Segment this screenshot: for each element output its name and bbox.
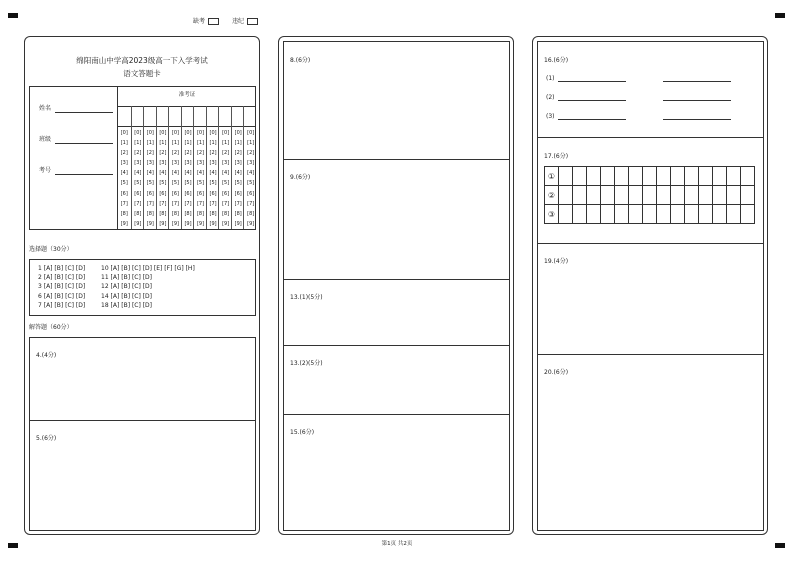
id-digit-option[interactable]: [9] bbox=[159, 220, 167, 227]
id-digit-option[interactable]: [0] bbox=[209, 130, 217, 136]
q16-line[interactable] bbox=[663, 81, 731, 82]
divider bbox=[284, 414, 509, 415]
id-grid-title: 准考证 bbox=[178, 92, 196, 98]
id-column[interactable] bbox=[168, 106, 181, 229]
choice-options-left[interactable]: 1 [A] [B] [C] [D] bbox=[38, 265, 86, 272]
q17-write-cell[interactable] bbox=[726, 185, 741, 205]
choice-options-right[interactable]: 10 [A] [B] [C] [D] [E] [F] [G] [H] bbox=[101, 265, 195, 272]
id-digit-option[interactable]: [4] bbox=[196, 170, 205, 177]
id-digit-option[interactable]: [2] bbox=[134, 150, 142, 157]
divider bbox=[284, 159, 509, 160]
id-digit-option[interactable]: [0] bbox=[234, 130, 242, 136]
id-digit-option[interactable]: [4] bbox=[159, 170, 167, 177]
id-digit-options bbox=[244, 128, 257, 229]
id-digit-option[interactable]: [1] bbox=[134, 140, 142, 147]
registration-mark bbox=[8, 13, 18, 18]
id-digit-option[interactable]: [7] bbox=[234, 200, 242, 207]
id-digit-option[interactable]: [6] bbox=[120, 190, 128, 197]
id-column[interactable] bbox=[231, 106, 244, 229]
id-digit-option[interactable]: [4] bbox=[222, 170, 230, 177]
q17-write-cell[interactable] bbox=[740, 185, 755, 205]
q17-write-cell[interactable] bbox=[656, 204, 671, 224]
id-digit-option[interactable]: [2] bbox=[196, 150, 205, 157]
id-digit-option[interactable]: [5] bbox=[159, 180, 167, 187]
id-grid bbox=[117, 87, 256, 229]
id-digit-option[interactable]: [9] bbox=[184, 220, 192, 227]
q17-write-cell[interactable] bbox=[600, 204, 615, 224]
id-digit-option[interactable]: [0] bbox=[134, 130, 142, 136]
id-digit-option[interactable]: [3] bbox=[196, 160, 205, 167]
id-digit-option[interactable]: [0] bbox=[247, 130, 255, 136]
id-column[interactable] bbox=[181, 106, 194, 229]
id-digit-option[interactable]: [8] bbox=[234, 210, 242, 217]
answer-box-4-5[interactable] bbox=[29, 337, 256, 531]
id-columns bbox=[118, 106, 256, 229]
id-digit-option[interactable]: [7] bbox=[146, 200, 154, 207]
q17-write-cell[interactable] bbox=[586, 185, 601, 205]
card-subtitle: 语文答题卡 bbox=[123, 69, 161, 78]
right-panel bbox=[532, 36, 768, 535]
id-digit-option[interactable]: [3] bbox=[159, 160, 167, 167]
id-digit-option[interactable]: [9] bbox=[222, 220, 230, 227]
q17-write-cell[interactable] bbox=[586, 166, 601, 186]
id-digit-option[interactable]: [3] bbox=[209, 160, 217, 167]
question-15-label: 15.(6分) bbox=[290, 429, 315, 436]
choice-options-left[interactable]: 7 [A] [B] [C] [D] bbox=[38, 301, 86, 309]
id-digit-option[interactable]: [2] bbox=[120, 150, 128, 157]
id-digit-option[interactable]: [7] bbox=[222, 200, 230, 207]
id-digit-option[interactable]: [4] bbox=[171, 170, 179, 177]
q17-write-cell[interactable] bbox=[642, 166, 657, 186]
q16-item-1: (1) bbox=[546, 75, 555, 82]
absent-label: 缺考 bbox=[193, 18, 206, 25]
q17-write-cell[interactable] bbox=[628, 166, 643, 186]
q17-write-cell[interactable] bbox=[572, 204, 587, 224]
middle-panel bbox=[278, 36, 514, 535]
id-digit-option[interactable]: [2] bbox=[209, 150, 217, 157]
id-digit-option[interactable]: [1] bbox=[234, 140, 242, 147]
divider bbox=[284, 279, 509, 280]
choice-options-right[interactable]: 14 [A] [B] [C] [D] bbox=[101, 292, 153, 300]
id-digit-option[interactable]: [5] bbox=[209, 180, 217, 187]
choice-options-left[interactable]: 3 [A] [B] [C] [D] bbox=[38, 283, 86, 291]
id-digit-option[interactable]: [8] bbox=[196, 210, 205, 217]
question-20-label: 20.(6分) bbox=[544, 369, 569, 376]
q17-write-cell[interactable] bbox=[670, 185, 685, 205]
q16-line[interactable] bbox=[663, 100, 731, 101]
id-digit-option[interactable]: [7] bbox=[196, 200, 205, 207]
id-digit-option[interactable]: [2] bbox=[146, 150, 154, 157]
q17-write-cell[interactable] bbox=[656, 185, 671, 205]
divider bbox=[538, 354, 763, 355]
answer-section-title: 解答题（60分） bbox=[29, 324, 73, 331]
absent-checkbox[interactable] bbox=[208, 18, 219, 25]
id-digit-option[interactable]: [6] bbox=[146, 190, 154, 197]
id-digit-option[interactable]: [9] bbox=[171, 220, 179, 227]
id-digit-option[interactable]: [3] bbox=[222, 160, 230, 167]
id-digit-option[interactable]: [6] bbox=[171, 190, 179, 197]
question-13-2-label: 13.(2)(5分) bbox=[290, 360, 323, 367]
id-digit-option[interactable]: [7] bbox=[159, 200, 167, 207]
q17-write-cell[interactable] bbox=[712, 204, 727, 224]
registration-mark bbox=[775, 13, 785, 18]
q17-write-cell[interactable] bbox=[698, 166, 713, 186]
choice-options-right[interactable]: 12 [A] [B] [C] [D] bbox=[101, 283, 153, 291]
question-8-label: 8.(6分) bbox=[290, 57, 311, 64]
id-digit-option[interactable]: [6] bbox=[159, 190, 167, 197]
id-digit-option[interactable]: [1] bbox=[120, 140, 128, 147]
choice-box bbox=[29, 259, 256, 316]
choice-options-left[interactable]: 2 [A] [B] [C] [D] bbox=[38, 274, 86, 282]
id-digit-option[interactable]: [4] bbox=[146, 170, 154, 177]
choice-options-right[interactable]: 18 [A] [B] [C] [D] bbox=[101, 301, 153, 309]
id-digit-option[interactable]: [0] bbox=[159, 130, 167, 136]
id-digit-option[interactable]: [1] bbox=[184, 140, 192, 147]
id-digit-option[interactable]: [0] bbox=[184, 130, 192, 136]
id-digit-option[interactable]: [7] bbox=[184, 200, 192, 207]
id-column[interactable] bbox=[156, 106, 169, 229]
id-column[interactable] bbox=[193, 106, 206, 229]
id-digit-option[interactable]: [8] bbox=[120, 210, 128, 217]
id-digit-option[interactable]: [8] bbox=[247, 210, 255, 217]
id-digit-option[interactable]: [3] bbox=[134, 160, 142, 167]
choice-options-right[interactable]: 11 [A] [B] [C] [D] bbox=[101, 274, 153, 282]
divider bbox=[30, 420, 255, 421]
q17-write-cell[interactable] bbox=[684, 185, 699, 205]
id-digit-option[interactable]: [6] bbox=[196, 190, 205, 197]
id-digit-option[interactable]: [1] bbox=[171, 140, 179, 147]
q17-write-cell[interactable] bbox=[628, 185, 643, 205]
class-label: 班级 bbox=[39, 136, 52, 143]
violation-label: 违纪 bbox=[232, 18, 245, 25]
id-digit-option[interactable]: [6] bbox=[134, 190, 142, 197]
question-5-label: 5.(6分) bbox=[36, 435, 57, 442]
id-digit-option[interactable]: [9] bbox=[146, 220, 154, 227]
id-digit-option[interactable]: [2] bbox=[222, 150, 230, 157]
id-digit-option[interactable]: [2] bbox=[159, 150, 167, 157]
id-digit-option[interactable]: [5] bbox=[222, 180, 230, 187]
class-input-line[interactable] bbox=[55, 143, 113, 144]
id-digit-option[interactable]: [4] bbox=[134, 170, 142, 177]
id-digit-option[interactable]: [6] bbox=[184, 190, 192, 197]
id-digit-option[interactable]: [3] bbox=[171, 160, 179, 167]
q17-write-cell[interactable] bbox=[670, 204, 685, 224]
id-digit-option[interactable]: [1] bbox=[146, 140, 154, 147]
id-digit-option[interactable]: [9] bbox=[196, 220, 205, 227]
exam-no-input-line[interactable] bbox=[55, 174, 113, 175]
divider bbox=[284, 345, 509, 346]
name-label: 姓名 bbox=[39, 105, 52, 112]
id-column[interactable] bbox=[243, 106, 256, 229]
id-digit-option[interactable]: [0] bbox=[120, 130, 128, 136]
id-digit-option[interactable]: [5] bbox=[146, 180, 154, 187]
id-digit-option[interactable]: [1] bbox=[196, 140, 205, 147]
q17-write-cell[interactable] bbox=[670, 166, 685, 186]
id-digit-option[interactable]: [4] bbox=[209, 170, 217, 177]
q16-line[interactable] bbox=[558, 100, 626, 101]
id-digit-option[interactable]: [9] bbox=[209, 220, 217, 227]
id-digit-option[interactable]: [8] bbox=[209, 210, 217, 217]
id-digit-option[interactable]: [2] bbox=[184, 150, 192, 157]
id-digit-option[interactable]: [8] bbox=[184, 210, 192, 217]
id-digit-option[interactable]: [0] bbox=[171, 130, 179, 136]
q17-write-cell[interactable] bbox=[684, 166, 699, 186]
id-digit-option[interactable]: [1] bbox=[222, 140, 230, 147]
id-digit-option[interactable]: [6] bbox=[222, 190, 230, 197]
q17-write-cell[interactable] bbox=[712, 166, 727, 186]
exam-no-label: 考号 bbox=[39, 167, 52, 174]
id-digit-option[interactable]: [0] bbox=[196, 130, 205, 136]
id-digit-options bbox=[118, 128, 131, 229]
id-digit-option[interactable]: [0] bbox=[146, 130, 154, 136]
id-digit-option[interactable]: [9] bbox=[120, 220, 128, 227]
q17-write-cell[interactable] bbox=[600, 166, 615, 186]
q17-write-cell[interactable] bbox=[628, 204, 643, 224]
q17-write-cell[interactable] bbox=[642, 204, 657, 224]
id-column[interactable] bbox=[206, 106, 219, 229]
id-digit-option[interactable]: [8] bbox=[171, 210, 179, 217]
id-column[interactable] bbox=[218, 106, 231, 229]
q17-write-cell[interactable] bbox=[558, 204, 573, 224]
q17-write-cell[interactable] bbox=[726, 204, 741, 224]
id-digit-option[interactable]: [7] bbox=[134, 200, 142, 207]
id-digit-option[interactable]: [7] bbox=[247, 200, 255, 207]
id-digit-option[interactable]: [7] bbox=[209, 200, 217, 207]
id-digit-option[interactable]: [3] bbox=[184, 160, 192, 167]
q17-write-cell[interactable] bbox=[698, 204, 713, 224]
q17-write-cell[interactable] bbox=[614, 204, 629, 224]
id-column[interactable] bbox=[143, 106, 156, 229]
page-number: 第1页 共2页 bbox=[381, 541, 413, 547]
id-digit-option[interactable]: [3] bbox=[247, 160, 255, 167]
q17-write-cell[interactable] bbox=[600, 185, 615, 205]
q17-write-cell[interactable] bbox=[558, 166, 573, 186]
q17-write-cell[interactable] bbox=[614, 166, 629, 186]
q17-row-marker: ③ bbox=[544, 204, 559, 224]
q17-write-cell[interactable] bbox=[572, 166, 587, 186]
id-digit-option[interactable]: [5] bbox=[247, 180, 255, 187]
id-digit-option[interactable]: [0] bbox=[222, 130, 230, 136]
question-17-label: 17.(6分) bbox=[544, 153, 569, 160]
answer-box-middle[interactable] bbox=[283, 41, 510, 531]
answer-box-right[interactable] bbox=[537, 41, 764, 531]
q17-write-cell[interactable] bbox=[656, 166, 671, 186]
id-digit-option[interactable]: [5] bbox=[234, 180, 242, 187]
q16-line[interactable] bbox=[663, 119, 731, 120]
id-digit-option[interactable]: [5] bbox=[196, 180, 205, 187]
id-digit-option[interactable]: [8] bbox=[222, 210, 230, 217]
q16-line[interactable] bbox=[558, 81, 626, 82]
q17-write-cell[interactable] bbox=[684, 204, 699, 224]
id-digit-option[interactable]: [1] bbox=[247, 140, 255, 147]
q17-write-cell[interactable] bbox=[726, 166, 741, 186]
id-digit-option[interactable]: [8] bbox=[159, 210, 167, 217]
q17-write-cell[interactable] bbox=[740, 166, 755, 186]
id-digit-option[interactable]: [8] bbox=[134, 210, 142, 217]
q17-row-marker: ① bbox=[544, 166, 559, 186]
choice-section-title: 选择题（30分） bbox=[29, 246, 73, 253]
q17-write-cell[interactable] bbox=[642, 185, 657, 205]
q17-write-cell[interactable] bbox=[572, 185, 587, 205]
id-digit-option[interactable]: [1] bbox=[209, 140, 217, 147]
id-column[interactable] bbox=[118, 106, 131, 229]
id-digit-option[interactable]: [7] bbox=[120, 200, 128, 207]
id-digit-option[interactable]: [6] bbox=[209, 190, 217, 197]
id-digit-option[interactable]: [4] bbox=[247, 170, 255, 177]
id-digit-option[interactable]: [1] bbox=[159, 140, 167, 147]
violation-field[interactable] bbox=[232, 18, 258, 25]
id-digit-option[interactable]: [5] bbox=[134, 180, 142, 187]
question-9-label: 9.(6分) bbox=[290, 174, 311, 181]
id-digit-option[interactable]: [5] bbox=[184, 180, 192, 187]
id-digit-option[interactable]: [4] bbox=[184, 170, 192, 177]
id-digit-option[interactable]: [7] bbox=[171, 200, 179, 207]
divider bbox=[538, 243, 763, 244]
name-input-line[interactable] bbox=[55, 112, 113, 113]
card-title: 绵阳南山中学高2023级高一下入学考试 bbox=[76, 56, 208, 65]
q17-write-cell[interactable] bbox=[614, 185, 629, 205]
q17-write-cell[interactable] bbox=[586, 204, 601, 224]
question-4-label: 4.(4分) bbox=[36, 352, 57, 359]
choice-options-left[interactable]: 6 [A] [B] [C] [D] bbox=[38, 292, 86, 300]
id-digit-option[interactable]: [3] bbox=[120, 160, 128, 167]
q17-row-marker: ② bbox=[544, 185, 559, 205]
id-digit-option[interactable]: [5] bbox=[171, 180, 179, 187]
question-19-label: 19.(4分) bbox=[544, 258, 569, 265]
id-digit-option[interactable]: [9] bbox=[134, 220, 142, 227]
absent-field[interactable] bbox=[193, 18, 219, 25]
q17-write-cell[interactable] bbox=[558, 185, 573, 205]
id-digit-option[interactable]: [6] bbox=[247, 190, 255, 197]
id-digit-option[interactable]: [3] bbox=[234, 160, 242, 167]
q16-item-3: (3) bbox=[546, 113, 555, 120]
id-digit-option[interactable]: [9] bbox=[234, 220, 242, 227]
id-digit-option[interactable]: [2] bbox=[234, 150, 242, 157]
q16-line[interactable] bbox=[558, 119, 626, 120]
id-digit-option[interactable]: [3] bbox=[146, 160, 154, 167]
id-digit-option[interactable]: [9] bbox=[247, 220, 255, 227]
id-digit-option[interactable]: [2] bbox=[171, 150, 179, 157]
id-digit-option[interactable]: [6] bbox=[234, 190, 242, 197]
id-digit-option[interactable]: [5] bbox=[120, 180, 128, 187]
divider bbox=[538, 137, 763, 138]
q17-grid[interactable] bbox=[544, 166, 754, 223]
q17-write-cell[interactable] bbox=[698, 185, 713, 205]
id-digit-option[interactable]: [4] bbox=[120, 170, 128, 177]
id-column[interactable] bbox=[131, 106, 144, 229]
student-info-box bbox=[29, 86, 256, 230]
question-13-1-label: 13.(1)(5分) bbox=[290, 294, 323, 301]
id-digit-option[interactable]: [2] bbox=[247, 150, 255, 157]
card-title-block bbox=[25, 55, 259, 79]
id-digit-option[interactable]: [8] bbox=[146, 210, 154, 217]
violation-checkbox[interactable] bbox=[247, 18, 258, 25]
left-panel bbox=[24, 36, 260, 535]
q16-item-2: (2) bbox=[546, 94, 555, 101]
q17-write-cell[interactable] bbox=[712, 185, 727, 205]
question-16-label: 16.(6分) bbox=[544, 57, 569, 64]
q17-write-cell[interactable] bbox=[740, 204, 755, 224]
id-digit-option[interactable]: [4] bbox=[234, 170, 242, 177]
